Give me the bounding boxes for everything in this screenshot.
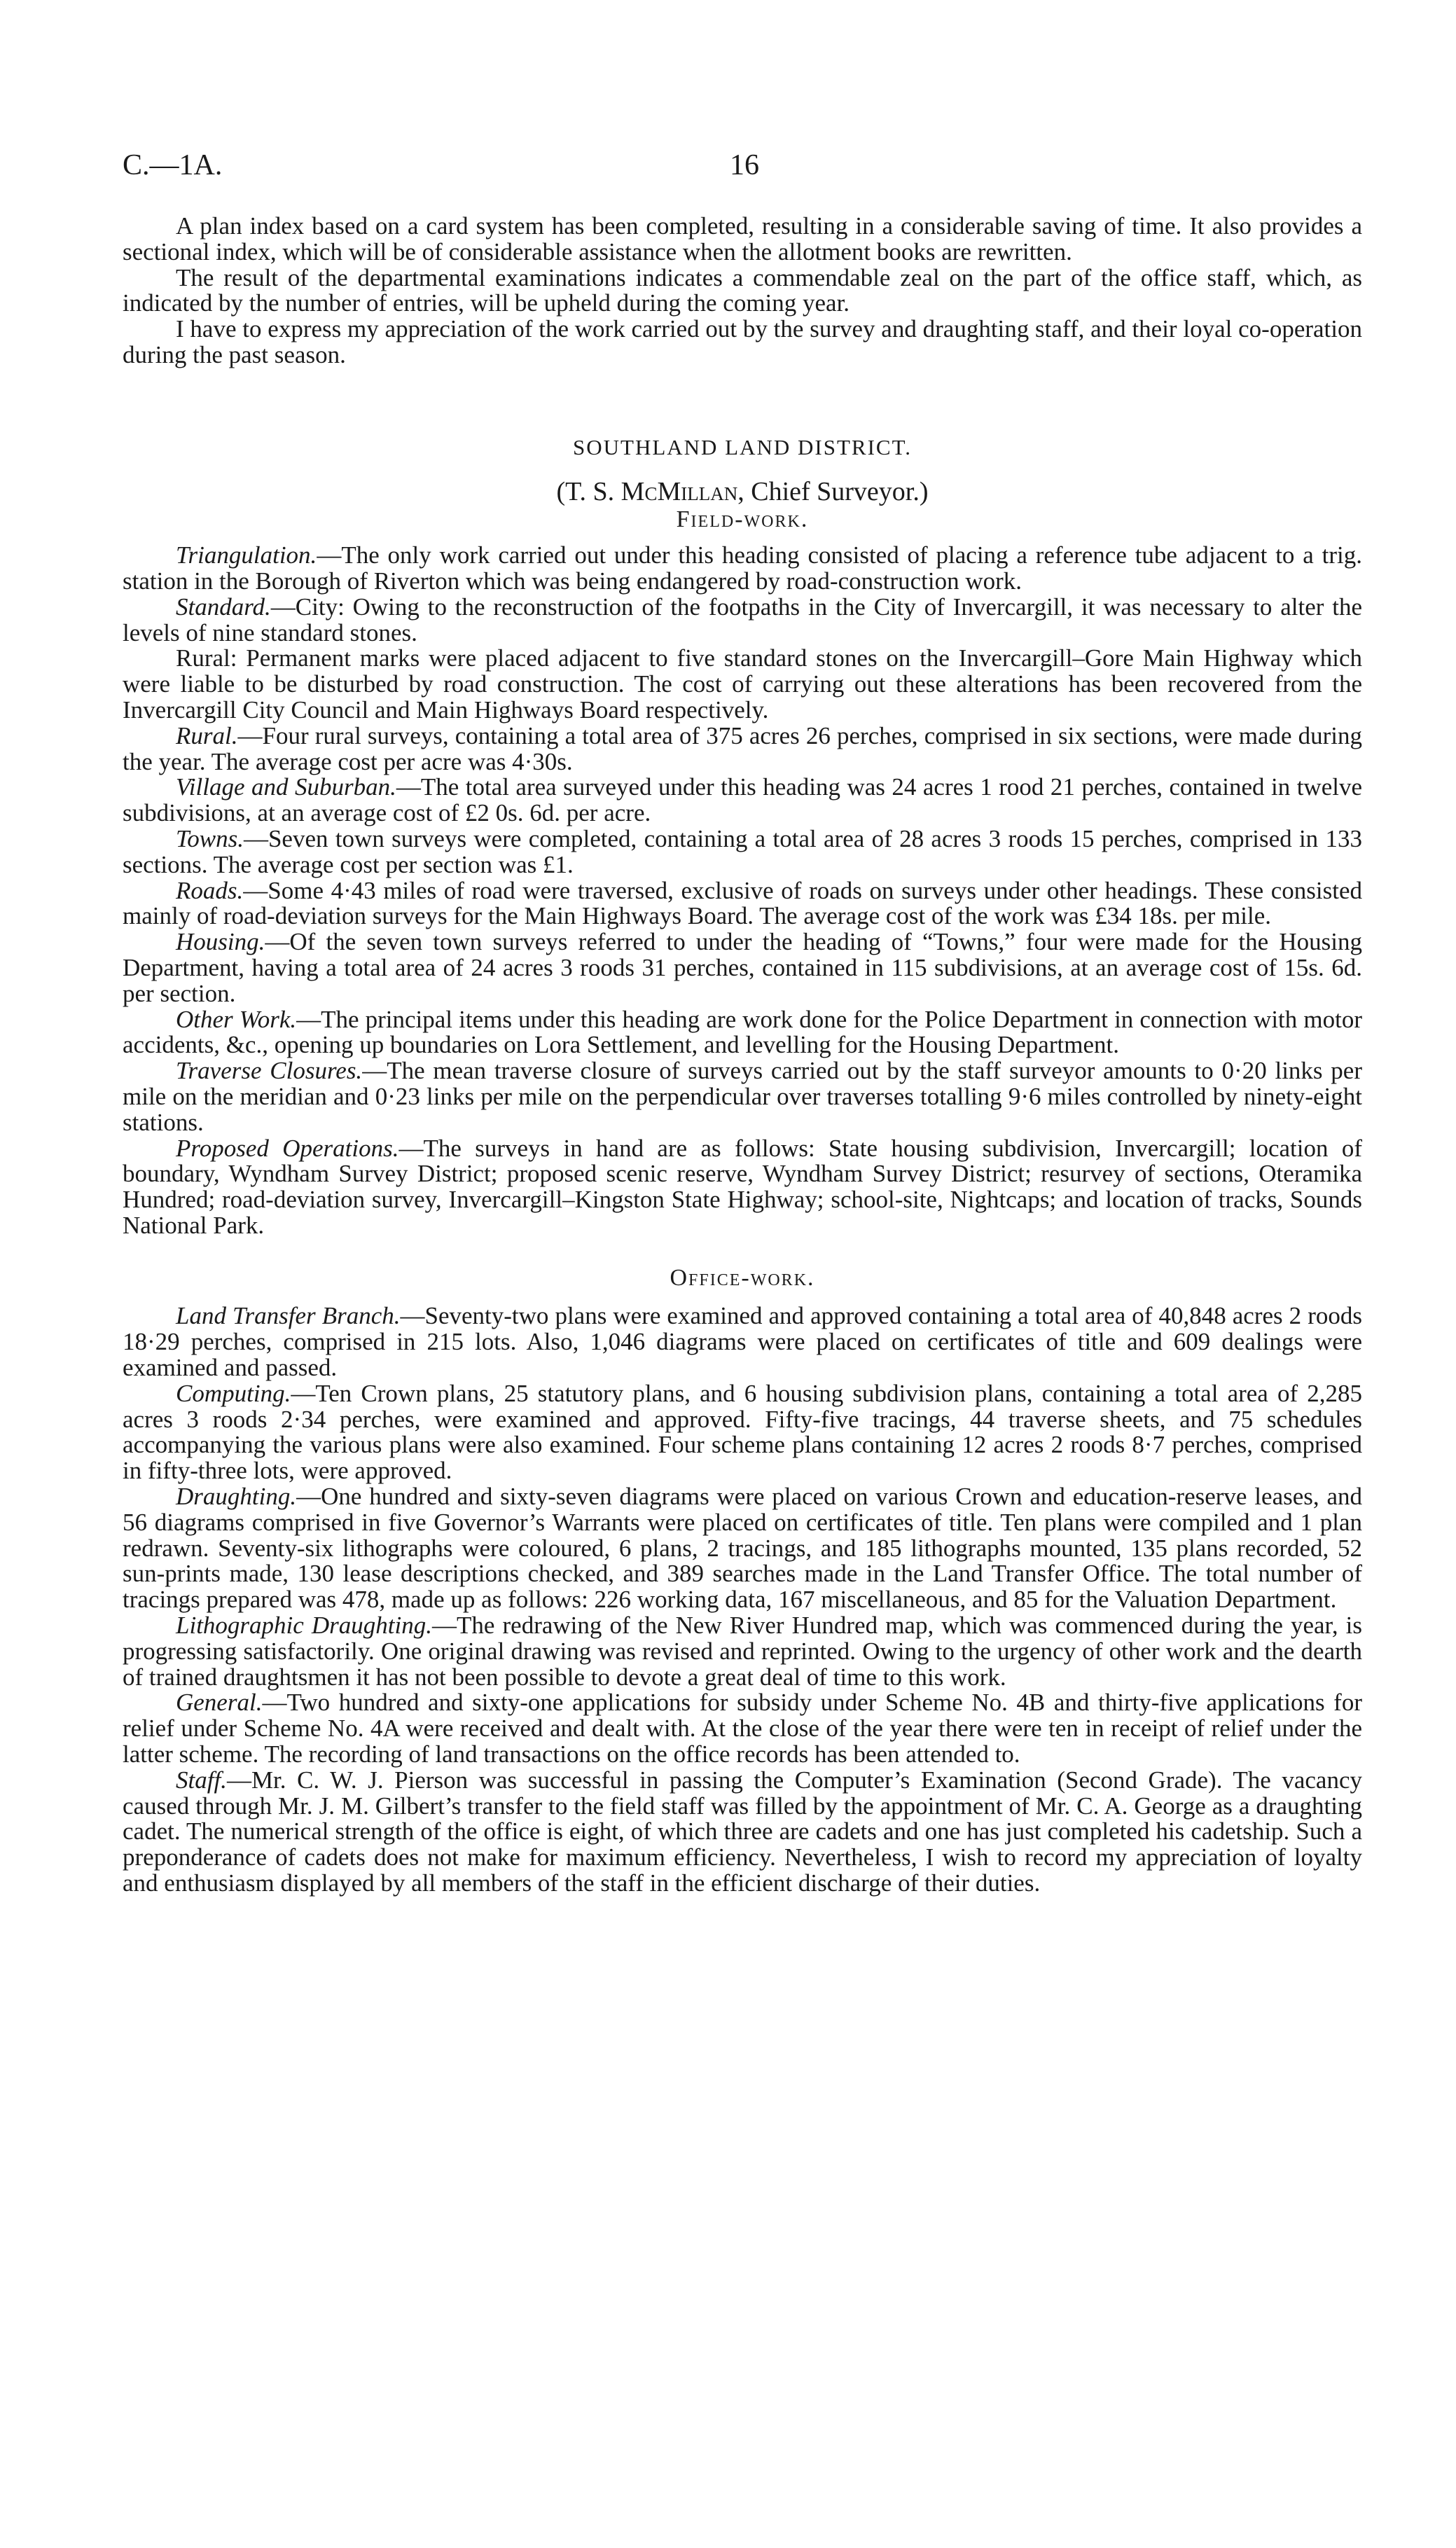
field-work-heading: Field-work. [676,506,809,533]
paragraph [123,775,1362,826]
paragraph [123,723,1362,775]
surveyor-name: McMillan [620,476,738,506]
paragraph-text: —The redrawing of the New River Hundred map, which was commenced during the year, is progressing satisfactorily. One original drawing was revised and reprinted. Owing to the urgency of other work and the dearth of trained draughtsmen it has not been possible to devote a great deal of time to this work. [123,1612,1363,1691]
paragraph-lead: Towns. [176,824,244,852]
paragraph-text: —The principal items under this heading are work done for the Police Department in connection with motor accidents, &c., opening up boundaries on Lora Settlement, and levelling for the Housing Department. [123,1005,1362,1059]
paragraph-lead: Proposed Operations. [176,1134,399,1162]
paragraph-text: —The total area surveyed under this heading was 24 acres 1 rood 21 perches, contained in twelve subdivisions, at an average cost of £2 0s. 6d. per acre. [123,773,1362,827]
page-number: 16 [730,149,759,181]
paragraph [123,1484,1362,1613]
paragraph-lead: Standard. [176,593,271,621]
paragraph-text: Rural: Permanent marks were placed adjacent to five standard stones on the Invercargill–Gore Main Highway which were liable to be disturbed by road construction. The cost of carrying out these alterations has been recovered from the Invercargill City Council and Main Highways Board respectively. [123,644,1362,723]
paragraph [123,1007,1362,1059]
paragraph: A plan index based on a card system has been completed, resulting in a considerable saving of time. It also provides a sectional index, which will be of considerable assistance when the allotment books are rewritten. [123,212,1362,265]
paragraph-lead: Lithographic Draughting. [176,1612,432,1640]
paragraph-lead: Land Transfer Branch. [176,1302,401,1330]
paragraph [123,878,1362,930]
paragraph-lead: Housing. [176,928,265,956]
paragraph-text: —Of the seven town surveys referred to under the heading of “Towns,” four were made for the Housing Department, having a total area of 24 acres 3 roods 31 perches, contained in 115 subdivisions, at an average cost of 15s. 6d. per section. [123,928,1362,1007]
paragraph-lead: Computing. [176,1379,291,1407]
paragraph-text: —Seventy-two plans were examined and approved containing a total area of 40,848 acres 2 roods 18·29 perches, comprised in 215 lots. Also, 1,046 diagrams were placed on certificates of title and 609 dealings were examined and passed. [123,1302,1362,1382]
paragraph [123,826,1362,878]
paragraph-text: —The surveys in hand are as follows: State housing subdivision, Invercargill; location of boundary, Wyndham Survey District; proposed scenic reserve, Wyndham Survey District; resurvey of sections, Oteramika Hundred; road-deviation survey, Invercargill–Kingston State Highway; school-site, Nightcaps; and location of tracks, Sounds National Park. [123,1134,1362,1239]
paragraph [123,1613,1362,1690]
office-work-section [123,1303,1362,1896]
paragraph-lead: Rural. [176,721,238,749]
paragraph-text: —Four rural surveys, containing a total area of 375 acres 26 perches, comprised in six sections, were made during the year. The average cost per acre was 4·30s. [123,721,1362,775]
paragraph-lead: Staff. [176,1766,227,1794]
paragraph-text: —The only work carried out under this heading consisted of placing a reference tube adjacent to a trig. station in the Borough of Riverton which was being endangered by road-construction work. [123,541,1362,595]
paragraph [123,1768,1362,1897]
district-title: SOUTHLAND LAND DISTRICT. [573,434,912,459]
paragraph: I have to express my appreciation of the work carried out by the survey and draughting staff, and their loyal co-operation during the past season. [123,315,1362,368]
paragraph [123,543,1362,595]
paragraph-lead: Traverse Closures. [176,1057,363,1085]
paragraph-lead: Village and Suburban. [176,773,396,801]
paragraph-text: —The mean traverse closure of surveys carried out by the staff surveyor amounts to 0·20 links per mile on the meridian and 0·23 links per mile on the perpendicular over traverses totalling 9·6 miles controlled by ninety-eight stations. [123,1057,1362,1136]
paragraph-lead: General. [176,1689,263,1717]
paragraph-lead: Roads. [176,876,244,904]
paragraph [123,1136,1362,1239]
paragraph [123,646,1362,723]
paragraph [123,595,1362,646]
paragraph-text: —Seven town surveys were completed, containing a total area of 28 acres 3 roods 15 perches, comprised in 133 sections. The average cost per section was £1. [123,824,1362,878]
intro-section [123,214,1362,368]
paragraph-text: —Ten Crown plans, 25 statutory plans, and 6 housing subdivision plans, containing a total area of 2,285 acres 3 roods 2·34 perches, were examined and approved. Fifty-five tracings, 44 traverse sheets, and 75 schedules accompanying the various plans were also examined. Four scheme plans containing 12 acres 2 roods 8·7 perches, comprised in fifty-three lots, were approved. [123,1379,1362,1485]
paragraph-text: —Some 4·43 miles of road were traversed, exclusive of roads on surveys under other headings. These consisted mainly of road-deviation surveys for the Main Highways Board. The average cost of the work was £34 18s. per mile. [123,876,1362,930]
document-reference: C.—1A. [123,149,223,181]
chief-surveyor-line: (T. S. McMillan, Chief Surveyor.) [556,476,929,506]
paragraph: The result of the departmental examinations indicates a commendable zeal on the part of the office staff, which, as indicated by the number of entries, will be upheld during the coming year. [123,263,1362,317]
paragraph [123,1381,1362,1484]
paragraph [123,929,1362,1006]
office-work-heading: Office-work. [670,1264,815,1291]
paragraph-lead: Triangulation. [176,541,317,569]
document-body [123,214,1362,1897]
page-header [123,148,1362,191]
paragraph-text: —Two hundred and sixty-one applications for subsidy under Scheme No. 4B and thirty-five applications for relief under Scheme No. 4A were received and dealt with. At the close of the year there were ten in receipt of relief under the latter scheme. The recording of land transactions on the office records has been attended to. [123,1689,1362,1768]
paragraph [123,1690,1362,1767]
paragraph-text: —City: Owing to the reconstruction of the footpaths in the City of Invercargill, it was necessary to alter the levels of nine standard stones. [123,593,1362,646]
paragraph-text: —Mr. C. W. J. Pierson was successful in passing the Computer’s Examination (Second Grade). The vacancy caused through Mr. J. M. Gilbert’s transfer to the field staff was filled by the appointment of Mr. C. A. George as a draughting cadet. The numerical strength of the office is eight, of which three are cadets and one has just completed his cadetship. Such a preponderance of cadets does not make for maximum efficiency. Nevertheless, I wish to record my appreciation of loyalty and enthusiasm displayed by all members of the staff in the efficient discharge of their duties. [123,1766,1362,1897]
paragraph-text: —One hundred and sixty-seven diagrams were placed on various Crown and education-reserve leases, and 56 diagrams comprised in five Governor’s Warrants were placed on certificates of title. Ten plans were compiled and 1 plan redrawn. Seventy-six lithographs were coloured, 6 plans, 2 tracings, and 185 lithographs mounted, 135 plans recorded, 52 sun-prints made, 130 lease descriptions checked, and 389 searches made in the Land Transfer Office. The total number of tracings prepared was 478, made up as follows: 226 working data, 167 miscellaneous, and 85 for the Valuation Department. [123,1483,1362,1614]
field-work-section [123,543,1362,1239]
paragraph-lead: Draughting. [176,1483,297,1511]
paragraph [123,1303,1362,1380]
paragraph-lead: Other Work. [176,1005,297,1033]
paragraph [123,1058,1362,1135]
